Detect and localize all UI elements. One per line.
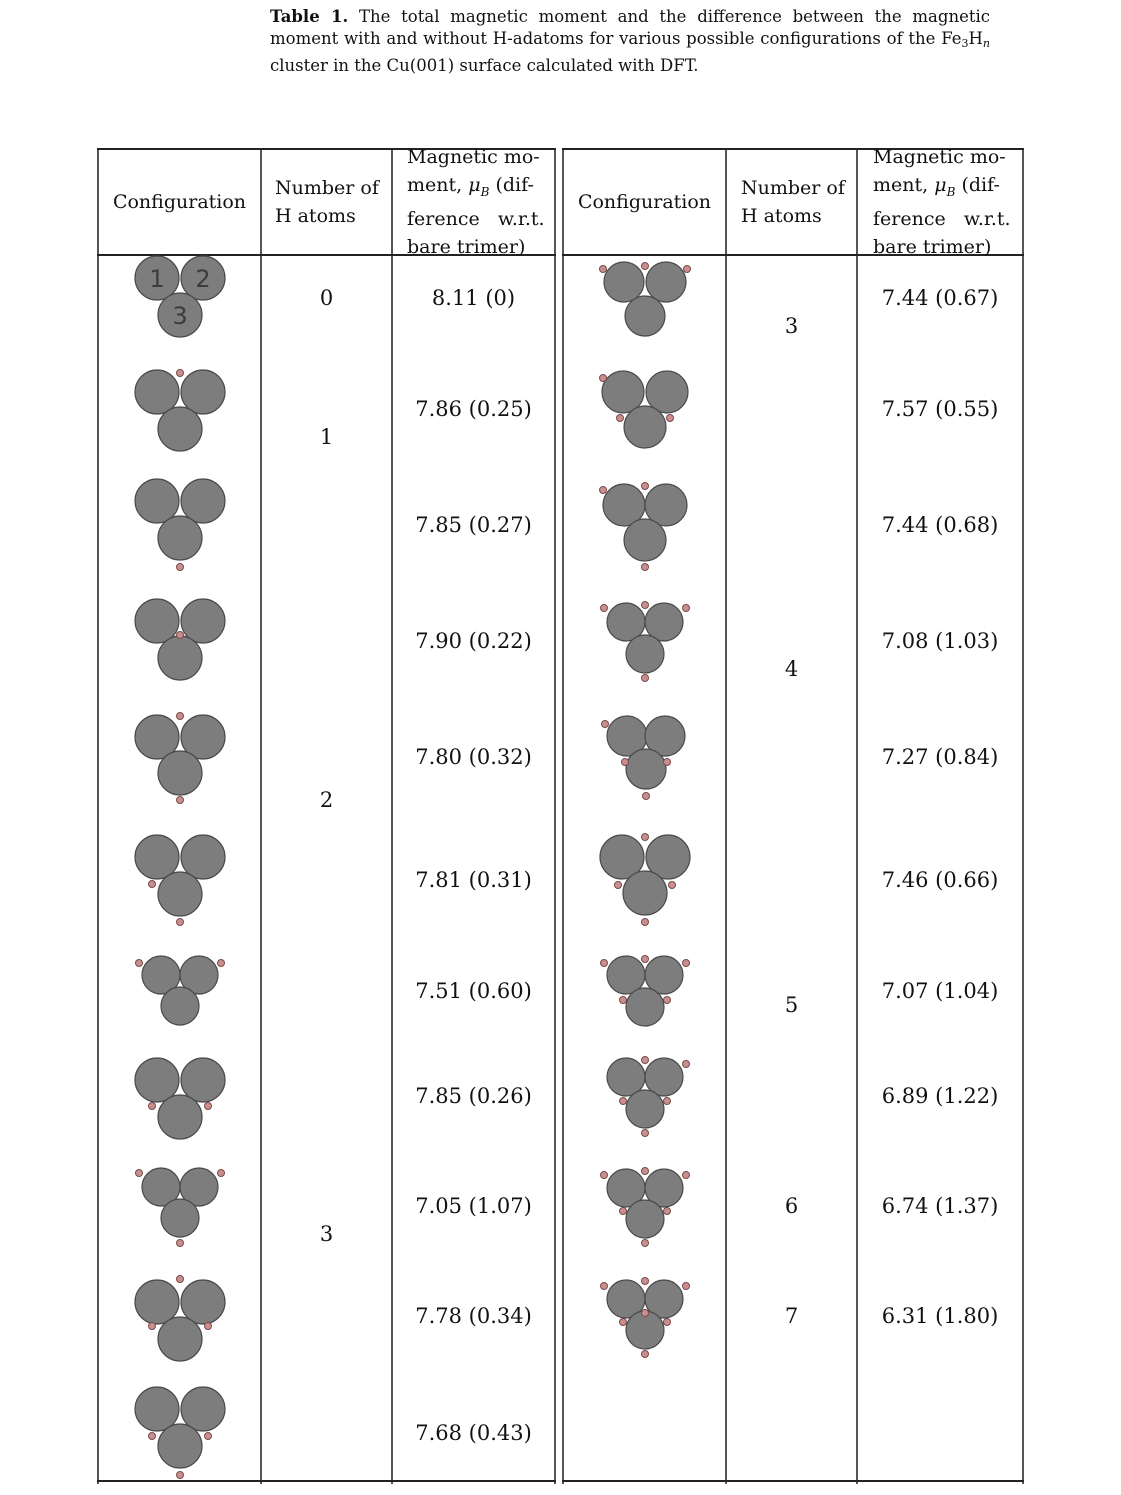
moment-value: 7.08 (1.03) <box>881 629 999 653</box>
caption-sub-n: n <box>982 37 990 50</box>
header-number-of-h-atoms: Number of H atoms <box>741 177 845 227</box>
moment-value: 7.44 (0.67) <box>881 286 999 310</box>
moment-value: 7.51 (0.60) <box>415 979 532 1003</box>
moment-value: 6.74 (1.37) <box>881 1194 999 1218</box>
h-count: 2 <box>319 788 334 812</box>
rule-v <box>391 148 393 1484</box>
h-count: 1 <box>319 425 334 449</box>
fe3h-cluster-image <box>130 365 230 465</box>
atom-label: 1 <box>149 265 165 293</box>
rule-bottom <box>562 1480 1024 1482</box>
moment-value: 7.46 (0.66) <box>881 868 999 892</box>
moment-value: 6.31 (1.80) <box>881 1304 999 1328</box>
rule-v <box>856 148 858 1484</box>
moment-value: 7.78 (0.34) <box>415 1304 532 1328</box>
rule-v <box>260 148 262 1484</box>
header-configuration: Configuration <box>577 191 712 213</box>
moment-value: 7.80 (0.32) <box>415 745 532 769</box>
fe3h2-cluster-image <box>130 1053 230 1153</box>
fe3h3-cluster-image <box>595 258 695 358</box>
fe3h4-cluster-image <box>595 596 695 696</box>
fe3h2-cluster-image <box>130 830 230 930</box>
fe3h-cluster-image <box>130 477 230 577</box>
moment-value: 7.44 (0.68) <box>881 513 999 537</box>
fe3h3-cluster-image <box>130 1275 230 1375</box>
rule-v <box>554 148 556 1484</box>
fe3h2-cluster-image <box>130 707 230 807</box>
rule-v <box>1022 148 1024 1484</box>
moment-value: 6.89 (1.22) <box>881 1084 999 1108</box>
moment-value: 7.81 (0.31) <box>415 868 532 892</box>
h-count: 4 <box>784 657 799 681</box>
moment-value: 7.90 (0.22) <box>415 629 532 653</box>
fe3h3-cluster-image <box>130 1163 230 1263</box>
fe3h7-cluster-image <box>595 1273 695 1373</box>
caption-h: H <box>968 29 983 48</box>
header-magnetic-moment: Magnetic mo- ment, $\mu_B$ (dif- ference w.r.t. bare trimer) <box>873 145 1011 259</box>
h-count: 6 <box>784 1194 799 1218</box>
fe3h3-cluster-image <box>595 478 695 578</box>
fe3h5-cluster-image <box>595 950 695 1050</box>
caption-text-1: The total magnetic moment and the difference between the magnetic moment with and without H-adatoms for various possible configurations of the Fe <box>270 7 990 48</box>
atom-label: 3 <box>172 302 188 330</box>
moment-value: 7.27 (0.84) <box>881 745 999 769</box>
moment-value: 8.11 (0) <box>431 286 516 310</box>
rule-v <box>725 148 727 1484</box>
h-count: 0 <box>319 286 334 310</box>
h-count: 3 <box>784 314 799 338</box>
fe3h5-cluster-image <box>595 1052 695 1152</box>
moment-value: 7.57 (0.55) <box>881 397 999 421</box>
fe3h4-cluster-image <box>595 710 695 810</box>
fe3-cluster-image <box>130 255 230 345</box>
rule-v <box>97 148 99 1484</box>
caption-label: Table 1. <box>270 7 349 26</box>
h-count: 3 <box>319 1222 334 1246</box>
moment-value: 7.05 (1.07) <box>415 1194 532 1218</box>
header-number-of-h-atoms: Number of H atoms <box>275 177 379 227</box>
rule-v <box>562 148 564 1484</box>
moment-value: 7.85 (0.26) <box>415 1084 532 1108</box>
moment-value: 7.86 (0.25) <box>415 397 532 421</box>
h-count: 5 <box>784 993 799 1017</box>
caption-text-2: cluster in the Cu(001) surface calculated with DFT. <box>270 56 699 75</box>
fe3h-cluster-image <box>130 597 230 697</box>
moment-value: 7.85 (0.27) <box>415 513 532 537</box>
atom-label: 2 <box>195 265 211 293</box>
table-caption <box>270 6 990 77</box>
fe3h6-cluster-image <box>595 1163 695 1263</box>
header-configuration: Configuration <box>112 191 247 213</box>
moment-value: 7.68 (0.43) <box>415 1421 532 1445</box>
moment-value: 7.07 (1.04) <box>881 979 999 1003</box>
caption-sub-3: 3 <box>961 37 969 50</box>
fe3h4-cluster-image <box>595 828 695 928</box>
fe3h2-cluster-image <box>130 950 230 1050</box>
h-count: 7 <box>784 1304 799 1328</box>
header-magnetic-moment: Magnetic mo- ment, $\mu_B$ (dif- ference w.r.t. bare trimer) <box>407 145 545 259</box>
fe3h3-cluster-image <box>595 365 695 465</box>
fe3h3-cluster-image <box>130 1385 230 1485</box>
